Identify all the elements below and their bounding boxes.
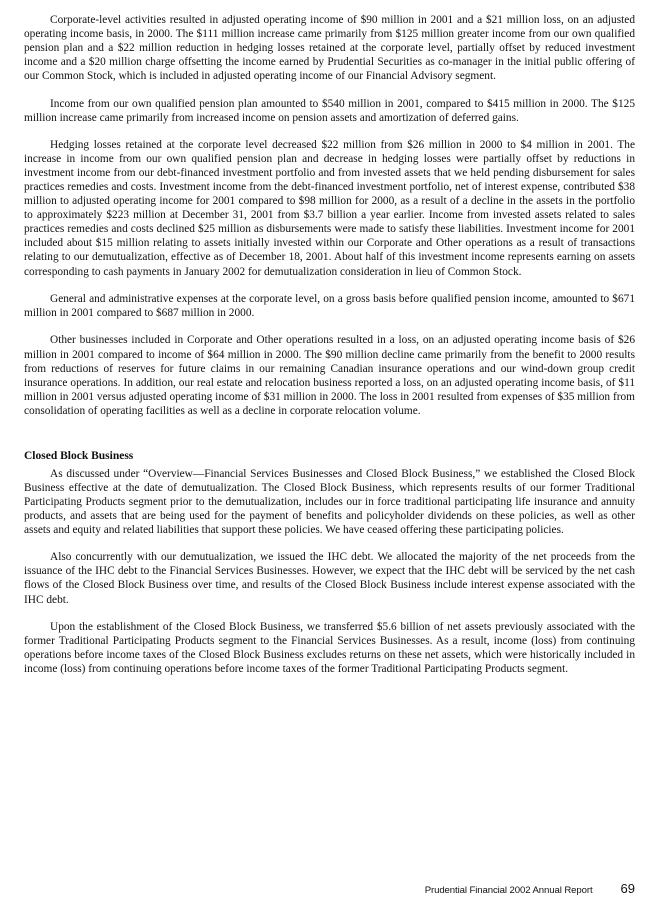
page-footer — [425, 881, 635, 896]
paragraph-closed-block-overview: As discussed under “Overview—Financial Services Businesses and Closed Block Business,” we established the Closed Block Business effective at the date of demutualization. The Closed Block Business, which represents results of our former Traditional Participating Products segment prior to the demutualization, includes our in force traditional participating life insurance and annuity products, and assets that are being used for the payment of benefits and policyholder dividends on these policies, as well as other assets and equity and related liabilities that support these policies. We have ceased offering these participating policies. — [24, 467, 635, 536]
document-page — [24, 13, 635, 690]
footer-report-title: Prudential Financial 2002 Annual Report — [424, 885, 593, 896]
page-number: 69 — [620, 881, 635, 896]
paragraph-ihc-debt: Also concurrently with our demutualization, we issued the IHC debt. We allocated the majority of the net proceeds from the issuance of the IHC debt to the Financial Services Businesses. However, we expect that the IHC debt will be serviced by the net cash flows of the Closed Block Business over time, and results of the Closed Block Business include interest expense associated with the IHC debt. — [24, 551, 635, 606]
paragraph-hedging-losses: Hedging losses retained at the corporate level decreased $22 million from $26 million in 2000 to $4 million in 2001. The increase in income from our own qualified pension plan and decrease in hedging losses were partially offset by reductions in investment income from our debt-financed investment portfolio and from invested assets that we held pending disbursement for sales practices remedies and costs. Investment income from the debt-financed investment portfolio, net of interest expense, contributed $38 million to adjusted operating income for 2001 compared to $98 million for 2000, as a result of a decline in the assets in the portfolio to approximately $223 million at December 31, 2001 from $3.7 billion a year earlier. Income from invested assets related to sales practices remedies and costs declined $25 million as disbursements were made to satisfy these liabilities. Investment income for 2001 included about $15 million relating to assets initially invested within our Corporate and Other operations as a result of transactions relating to our demutualization, effective as of December 18, 2001. About half of this investment income represents earning on assets corresponding to cash payments in January 2002 for demutualization consideration in lieu of Common Stock. — [24, 139, 635, 278]
paragraph-other-businesses: Other businesses included in Corporate and Other operations resulted in a loss, on an adjusted operating income basis of $26 million in 2001 compared to income of $64 million in 2000. The $90 million decline came primarily from the benefit to 2000 results from reductions of reserves for future claims in our remaining Canadian insurance operations and our wind-down group credit insurance operations. In addition, our real estate and relocation business reported a loss, on an adjusted operating income basis, of $11 million in 2001 versus adjusted operating income of $31 million in 2000. The loss in 2001 resulted from expenses of $35 million from consolidation of operating facilities as well as a decline in corporate relocation volume. — [24, 334, 635, 417]
paragraph-corporate-level-activities: Corporate-level activities resulted in adjusted operating income of $90 million in 2001 and a $21 million loss, on an adjusted operating income basis, in 2000. The $111 million increase came primarily from $125 million greater income from our own qualified pension plan and a $22 million reduction in hedging losses retained at the corporate level, partially offset by reduced investment income and a $20 million charge offsetting the income earned by Prudential Securities as co-manager in the initial public offering of our Common Stock, which is included in adjusted operating income of our Financial Advisory segment. — [24, 14, 635, 83]
paragraph-general-administrative-expenses: General and administrative expenses at the corporate level, on a gross basis before qualified pension income, amounted to $671 million in 2001 compared to $687 million in 2000. — [24, 292, 635, 320]
section-heading-closed-block-business: Closed Block Business — [24, 449, 134, 462]
paragraph-pension-plan-income: Income from our own qualified pension plan amounted to $540 million in 2001, compared to $415 million in 2000. The $125 million increase came primarily from increased income on pension assets and amortization of deferred gains. — [24, 97, 635, 124]
paragraph-net-assets-transfer: Upon the establishment of the Closed Block Business, we transferred $5.6 billion of net assets previously associated with the former Traditional Participating Products segment to the Financial Services Businesses. As a result, income (loss) from continuing operations before income taxes of the Closed Block Business excludes returns on these net assets, which were historically included in income (loss) from continuing operations before income taxes of the former Traditional Participating Products segment. — [24, 620, 635, 676]
